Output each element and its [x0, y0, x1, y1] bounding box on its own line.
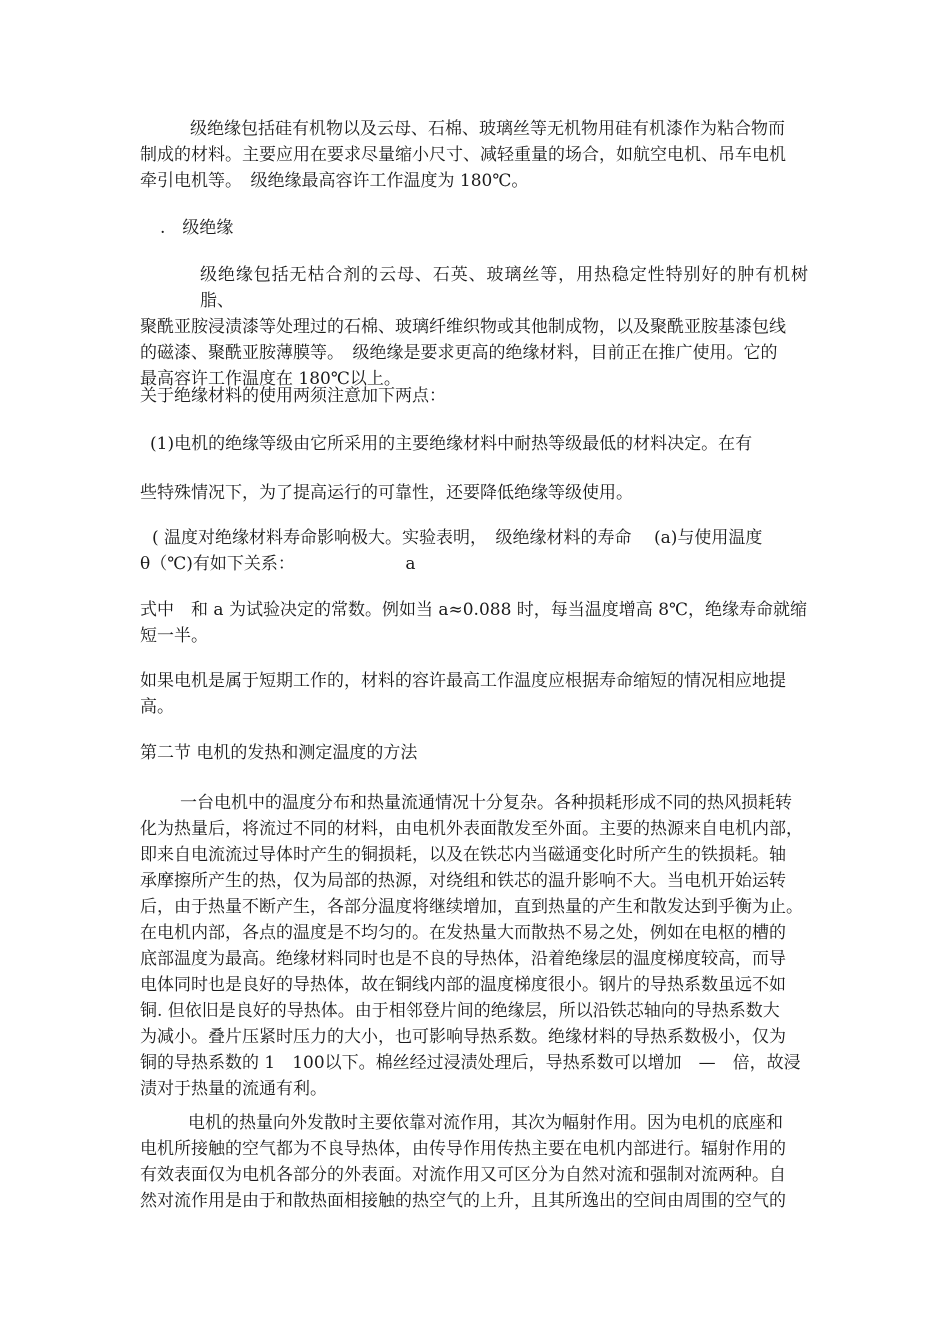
text-line: 级绝缘包括无枯合剂的云母、石英、玻璃丝等，用热稳定性特别好的肿有机树脂、 [200, 265, 808, 311]
text-line: 短一半。 [140, 626, 208, 646]
text-line: ( 温度对绝缘材料寿命影响极大。实验表明， 级绝缘材料的寿命 (a)与使用温度 [152, 528, 763, 548]
text-line: 式中 和 a 为试验决定的常数。例如当 a≈0.088 时，每当温度增高 8℃，绝缘寿命就缩 [140, 600, 808, 620]
paragraph-h-class-insulation [140, 116, 808, 194]
paragraph-constants [140, 597, 808, 649]
paragraph-heat-dissipation [140, 1110, 808, 1214]
paragraph-heat-distribution [140, 790, 808, 1102]
paragraph-note-1-cont: 些特殊情况下，为了提高运行的可靠性，还要降低绝缘等级使用。 [140, 483, 633, 503]
text-line: 在电机内部，各点的温度是不均匀的。在发热量大而散热不易之处，例如在电枢的槽的 [140, 923, 786, 943]
text-line: 电体同时也是良好的导热体，故在铜线内部的温度梯度很小。钢片的导热系数虽远不如 [140, 975, 786, 995]
text-line: 有效表面仅为电机各部分的外表面。对流作用又可区分为自然对流和强制对流两种。自 [140, 1165, 786, 1185]
text-line: 渍对于热量的流通有利。 [140, 1079, 327, 1099]
text-line: 最高容许工作温度在 180℃以上。 [140, 369, 401, 389]
text-line: 如果电机是属于短期工作的，材料的容许最高工作温度应根据寿命缩短的情况相应地提 [140, 671, 786, 691]
text-line: 底部温度为最高。绝缘材料同时也是不良的导热体，沿着绝缘层的温度梯度较高，而导 [140, 949, 786, 969]
text-line: 级绝缘包括硅有机物以及云母、石棉、玻璃丝等无机物用硅有机漆作为粘合物而 [190, 119, 785, 139]
text-line: 电机的热量向外发散时主要依靠对流作用，其次为幅射作用。因为电机的底座和 [188, 1113, 783, 1133]
text-line: 高。 [140, 697, 174, 717]
paragraph-note-2 [140, 525, 808, 577]
paragraph-note-1: (1)电机的绝缘等级由它所采用的主要绝缘材料中耐热等级最低的材料决定。在有 [150, 434, 753, 454]
text-line: 制成的材料。主要应用在要求尽量缩小尺寸、减轻重量的场合，如航空电机、吊车电机 [140, 145, 786, 165]
text-line: 一台电机中的温度分布和热量流通情况十分复杂。各种损耗形成不同的热风损耗转 [180, 793, 792, 813]
text-line: 电机所接触的空气都为不良导热体，由传导作用传热主要在电机内部进行。辐射作用的 [140, 1139, 786, 1159]
text-line: 即来自电流流过导体时产生的铜损耗，以及在铁芯内当磁通变化时所产生的铁损耗。轴 [140, 845, 786, 865]
section-heading-2: 第二节 电机的发热和测定温度的方法 [140, 743, 418, 763]
section-heading-c-class: . 级绝缘 [160, 218, 234, 238]
text-line: 铜的导热系数的 1 100以下。棉丝经过浸渍处理后，导热系数可以增加 — 倍，故浸 [140, 1053, 801, 1073]
text-line: 化为热量后，将流过不同的材料，由电机外表面散发至外面。主要的热源来自电机内部， [140, 819, 803, 839]
text-line: θ（℃)有如下关系： a [140, 554, 416, 574]
text-line: 聚酰亚胺浸渍漆等处理过的石棉、玻璃纤维织物或其他制成物，以及聚酰亚胺基漆包线 [140, 317, 786, 337]
text-line: 承摩擦所产生的热，仅为局部的热源，对绕组和铁芯的温升影响不大。当电机开始运转 [140, 871, 786, 891]
text-line: 然对流作用是由于和散热面相接触的热空气的上升，且其所逸出的空间由周围的空气的 [140, 1191, 786, 1211]
text-line: 为减小。叠片压紧时压力的大小，也可影响导热系数。绝缘材料的导热系数极小，仅为 [140, 1027, 786, 1047]
text-line: 的磁漆、聚酰亚胺薄膜等。 级绝缘是要求更高的绝缘材料，目前正在推广使用。它的 [140, 343, 778, 363]
text-line: 后，由于热量不断产生，各部分温度将继续增加，直到热量的产生和散发达到乎衡为止。 [140, 897, 803, 917]
text-line: 铜. 但依旧是良好的导热体。由于相邻登片间的绝缘层，所以沿铁芯轴向的导热系数大 [140, 1001, 780, 1021]
text-line: 牵引电机等。 级绝缘最高容许工作温度为 180℃。 [140, 171, 529, 191]
paragraph-short-duty [140, 668, 808, 720]
paragraph-c-class-insulation [140, 262, 808, 392]
paragraph-usage-notes: 关于绝缘材料的使用两须注意加下两点： [140, 386, 446, 406]
